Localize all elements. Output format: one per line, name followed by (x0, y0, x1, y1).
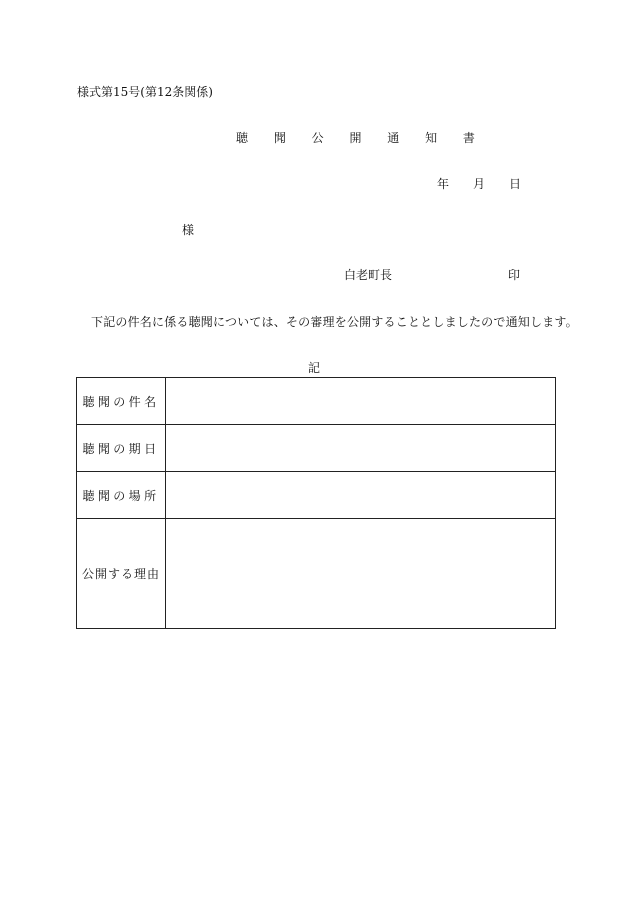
addressee-honorific: 様 (182, 223, 195, 237)
issuer-name: 白老町長 (344, 268, 393, 282)
form-number: 様式第15号(第12条関係) (77, 85, 213, 99)
date-day-label: 日 (509, 177, 522, 191)
row-value-hearing-place (166, 472, 556, 519)
row-value-hearing-date (166, 425, 556, 472)
table-row-case-name (77, 378, 556, 425)
body-text: 下記の件名に係る聴聞については、その審理を公開することとしましたので通知します。 (91, 315, 578, 329)
ki-heading: 記 (308, 361, 321, 375)
table-row-hearing-date (77, 425, 556, 472)
seal-mark: 印 (508, 268, 521, 282)
row-label-hearing-place: 聴聞の場所 (77, 472, 166, 519)
row-value-disclosure-reason (166, 519, 556, 629)
row-label-case-name: 聴聞の件名 (77, 378, 166, 425)
row-label-disclosure-reason: 公開する理由 (77, 519, 166, 629)
row-value-case-name (166, 378, 556, 425)
date-month-label: 月 (473, 177, 486, 191)
date-line (437, 177, 521, 191)
record-table (76, 377, 556, 629)
document-title: 聴 聞 公 開 通 知 書 (236, 131, 486, 145)
table-row-disclosure-reason (77, 519, 556, 629)
date-year-label: 年 (437, 177, 450, 191)
table-row-hearing-place (77, 472, 556, 519)
row-label-hearing-date: 聴聞の期日 (77, 425, 166, 472)
